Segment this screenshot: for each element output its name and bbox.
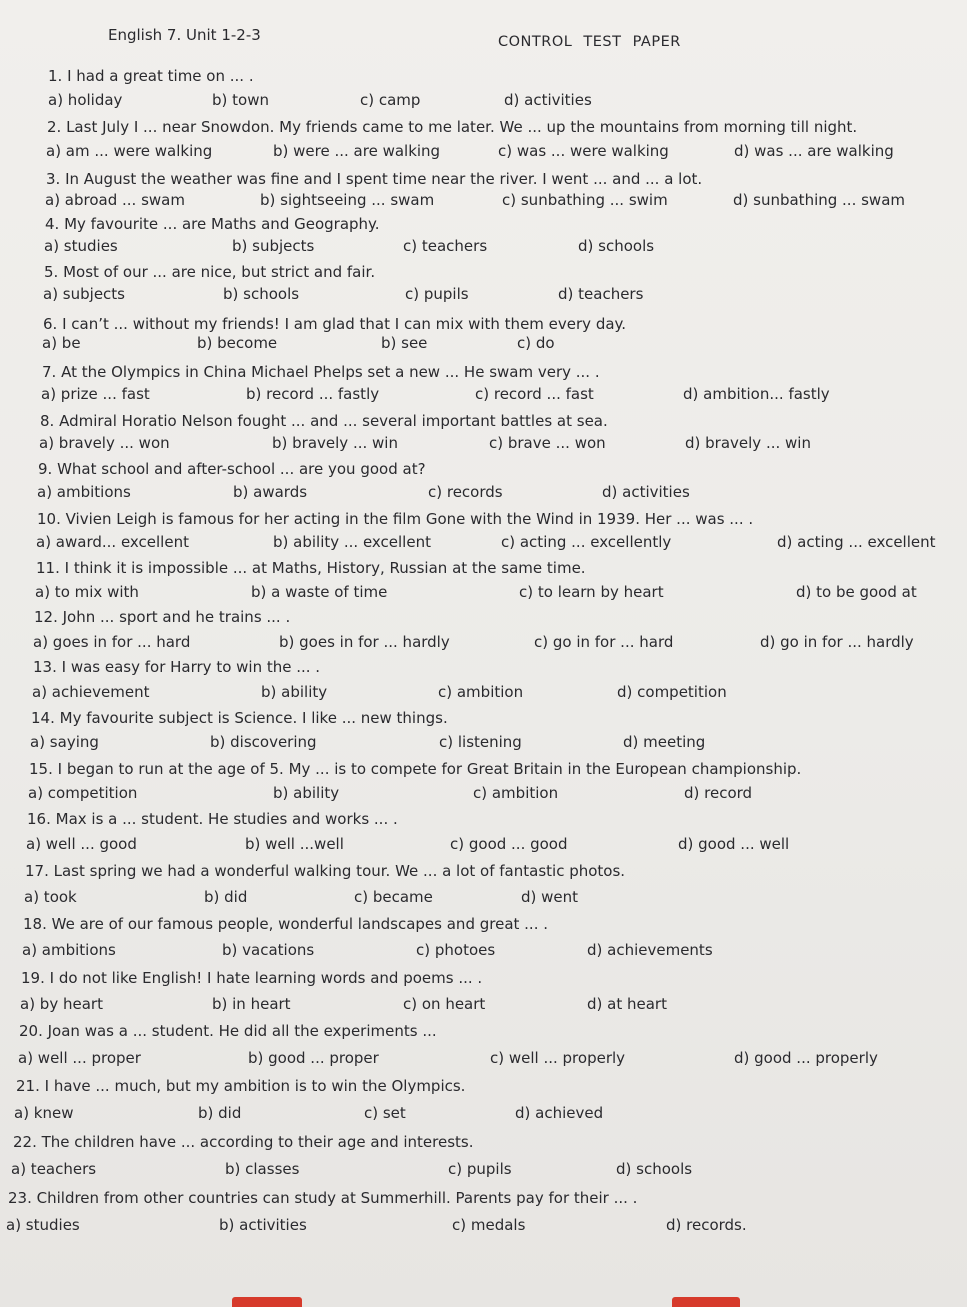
answer-option: d) at heart (587, 995, 667, 1013)
answer-option: d) competition (617, 683, 727, 701)
answer-option: c) records (428, 483, 503, 501)
answer-option: b) classes (225, 1160, 300, 1178)
answer-option: a) ambitions (22, 941, 116, 959)
question-text: 22. The children have ... according to their age and interests. (13, 1133, 474, 1151)
question-text: 6. I can’t ... without my friends! I am glad that I can mix with them every day. (43, 315, 627, 333)
answer-option: d) good ... well (678, 835, 790, 853)
answer-option: a) be (42, 334, 81, 352)
question-text: 19. I do not like English! I hate learning words and poems ... . (21, 969, 483, 987)
answer-option: c) record ... fast (475, 385, 594, 403)
answer-option: c) go in for ... hard (534, 633, 674, 651)
answer-option: b) well ...well (245, 835, 344, 853)
answer-option: a) abroad ... swam (45, 191, 185, 209)
question-text: 4. My favourite ... are Maths and Geography. (45, 215, 380, 233)
answer-option: a) competition (28, 784, 138, 802)
answer-option: a) to mix with (35, 583, 139, 601)
question-text: 7. At the Olympics in China Michael Phelps set a new ... He swam very ... . (42, 363, 600, 381)
answer-option: a) bravely ... won (39, 434, 170, 452)
red-binder-strip (672, 1297, 740, 1307)
answer-option: d) activities (602, 483, 690, 501)
answer-option: c) pupils (448, 1160, 512, 1178)
answer-option: a) teachers (11, 1160, 97, 1178)
answer-option: b) ability (273, 784, 340, 802)
question-text: 17. Last spring we had a wonderful walking tour. We ... a lot of fantastic photos. (25, 862, 626, 880)
answer-option: d) went (521, 888, 579, 906)
question-text: 21. I have ... much, but my ambition is to win the Olympics. (16, 1077, 466, 1095)
answer-option: d) achievements (587, 941, 713, 959)
answer-option: a) achievement (32, 683, 150, 701)
answer-option: b) vacations (222, 941, 315, 959)
answer-option: c) do (517, 334, 555, 352)
question-text: 5. Most of our ... are nice, but strict and fair. (44, 263, 376, 281)
answer-option: b) were ... are walking (273, 142, 441, 160)
question-text: 9. What school and after-school ... are you good at? (38, 460, 426, 478)
answer-option: c) listening (439, 733, 522, 751)
answer-option: a) am ... were walking (46, 142, 213, 160)
answer-option: c) was ... were walking (498, 142, 669, 160)
answer-option: a) saying (30, 733, 99, 751)
answer-option: d) ambition... fastly (683, 385, 830, 403)
answer-option: c) camp (360, 91, 421, 109)
answer-option: a) ambitions (37, 483, 131, 501)
answer-option: c) photoes (416, 941, 496, 959)
question-text: 2. Last July I ... near Snowdon. My friends came to me later. We ... up the mountains from morning till night. (47, 118, 858, 136)
answer-option: b) town (212, 91, 269, 109)
answer-option: b) in heart (212, 995, 291, 1013)
question-text: 13. I was easy for Harry to win the ... . (33, 658, 321, 676)
answer-option: a) holiday (48, 91, 123, 109)
answer-option: b) schools (223, 285, 300, 303)
answer-option: a) goes in for ... hard (33, 633, 191, 651)
answer-option: d) was ... are walking (734, 142, 894, 160)
answer-option: c) well ... properly (490, 1049, 626, 1067)
question-text: 11. I think it is impossible ... at Maths, History, Russian at the same time. (36, 559, 586, 577)
answer-option: a) subjects (43, 285, 125, 303)
answer-option: c) became (354, 888, 433, 906)
answer-option: d) good ... properly (734, 1049, 878, 1067)
question-text: 14. My favourite subject is Science. I like ... new things. (31, 709, 448, 727)
unit-heading: English 7. Unit 1-2-3 (108, 26, 261, 44)
answer-option: d) record (684, 784, 753, 802)
answer-option: b) ability ... excellent (273, 533, 431, 551)
question-text: 15. I began to run at the age of 5. My ... is to compete for Great Britain in the European championship. (29, 760, 802, 778)
question-text: 1. I had a great time on ... . (48, 67, 254, 85)
answer-option: d) schools (578, 237, 655, 255)
answer-option: c) brave ... won (489, 434, 606, 452)
answer-option: d) acting ... excellent (777, 533, 936, 551)
answer-option: b) become (197, 334, 278, 352)
answer-option: a) knew (14, 1104, 74, 1122)
answer-option: d) schools (616, 1160, 693, 1178)
answer-option: c) ambition (438, 683, 524, 701)
answer-option: d) records. (666, 1216, 747, 1234)
answer-option: a) well ... proper (18, 1049, 141, 1067)
answer-option: c) on heart (403, 995, 486, 1013)
answer-option: c) sunbathing ... swim (502, 191, 668, 209)
answer-option: b) bravely ... win (272, 434, 398, 452)
answer-option: b) a waste of time (251, 583, 388, 601)
answer-option: d) meeting (623, 733, 706, 751)
answer-option: d) to be good at (796, 583, 917, 601)
answer-option: c) pupils (405, 285, 469, 303)
answer-option: a) by heart (20, 995, 103, 1013)
answer-option: d) teachers (558, 285, 644, 303)
answer-option: d) achieved (515, 1104, 604, 1122)
answer-option: c) to learn by heart (519, 583, 664, 601)
answer-option: c) good ... good (450, 835, 568, 853)
answer-option: d) sunbathing ... swam (733, 191, 905, 209)
answer-option: a) well ... good (26, 835, 137, 853)
page-title: CONTROL TEST PAPER (498, 34, 681, 50)
answer-option: c) set (364, 1104, 406, 1122)
answer-option: b) goes in for ... hardly (279, 633, 450, 651)
answer-option: b) good ... proper (248, 1049, 379, 1067)
question-text: 8. Admiral Horatio Nelson fought ... and ... several important battles at sea. (40, 412, 608, 430)
answer-option: c) medals (452, 1216, 526, 1234)
answer-option: b) record ... fastly (246, 385, 380, 403)
answer-option: b) did (198, 1104, 242, 1122)
answer-option: b) see (381, 334, 428, 352)
answer-option: c) teachers (403, 237, 488, 255)
answer-option: d) activities (504, 91, 592, 109)
answer-option: c) acting ... excellently (501, 533, 672, 551)
question-text: 10. Vivien Leigh is famous for her acting in the film Gone with the Wind in 1939. Her ... was ... . (37, 510, 754, 528)
answer-option: d) go in for ... hardly (760, 633, 914, 651)
answer-option: a) studies (44, 237, 118, 255)
answer-option: b) awards (233, 483, 308, 501)
answer-option: a) took (24, 888, 77, 906)
answer-option: a) prize ... fast (41, 385, 150, 403)
answer-option: b) sightseeing ... swam (260, 191, 435, 209)
answer-option: c) ambition (473, 784, 559, 802)
answer-option: a) studies (6, 1216, 80, 1234)
answer-option: b) ability (261, 683, 328, 701)
answer-option: a) award... excellent (36, 533, 189, 551)
question-text: 20. Joan was a ... student. He did all the experiments ... (19, 1022, 437, 1040)
answer-option: b) did (204, 888, 248, 906)
answer-option: b) activities (219, 1216, 307, 1234)
answer-option: d) bravely ... win (685, 434, 811, 452)
question-text: 23. Children from other countries can study at Summerhill. Parents pay for their ... . (8, 1189, 638, 1207)
answer-option: b) subjects (232, 237, 315, 255)
question-text: 16. Max is a ... student. He studies and works ... . (27, 810, 398, 828)
red-binder-strip (232, 1297, 302, 1307)
question-text: 12. John ... sport and he trains ... . (34, 608, 291, 626)
answer-option: b) discovering (210, 733, 317, 751)
question-text: 3. In August the weather was fine and I spent time near the river. I went ... and ... a lot. (46, 170, 703, 188)
question-text: 18. We are of our famous people, wonderful landscapes and great ... . (23, 915, 548, 933)
